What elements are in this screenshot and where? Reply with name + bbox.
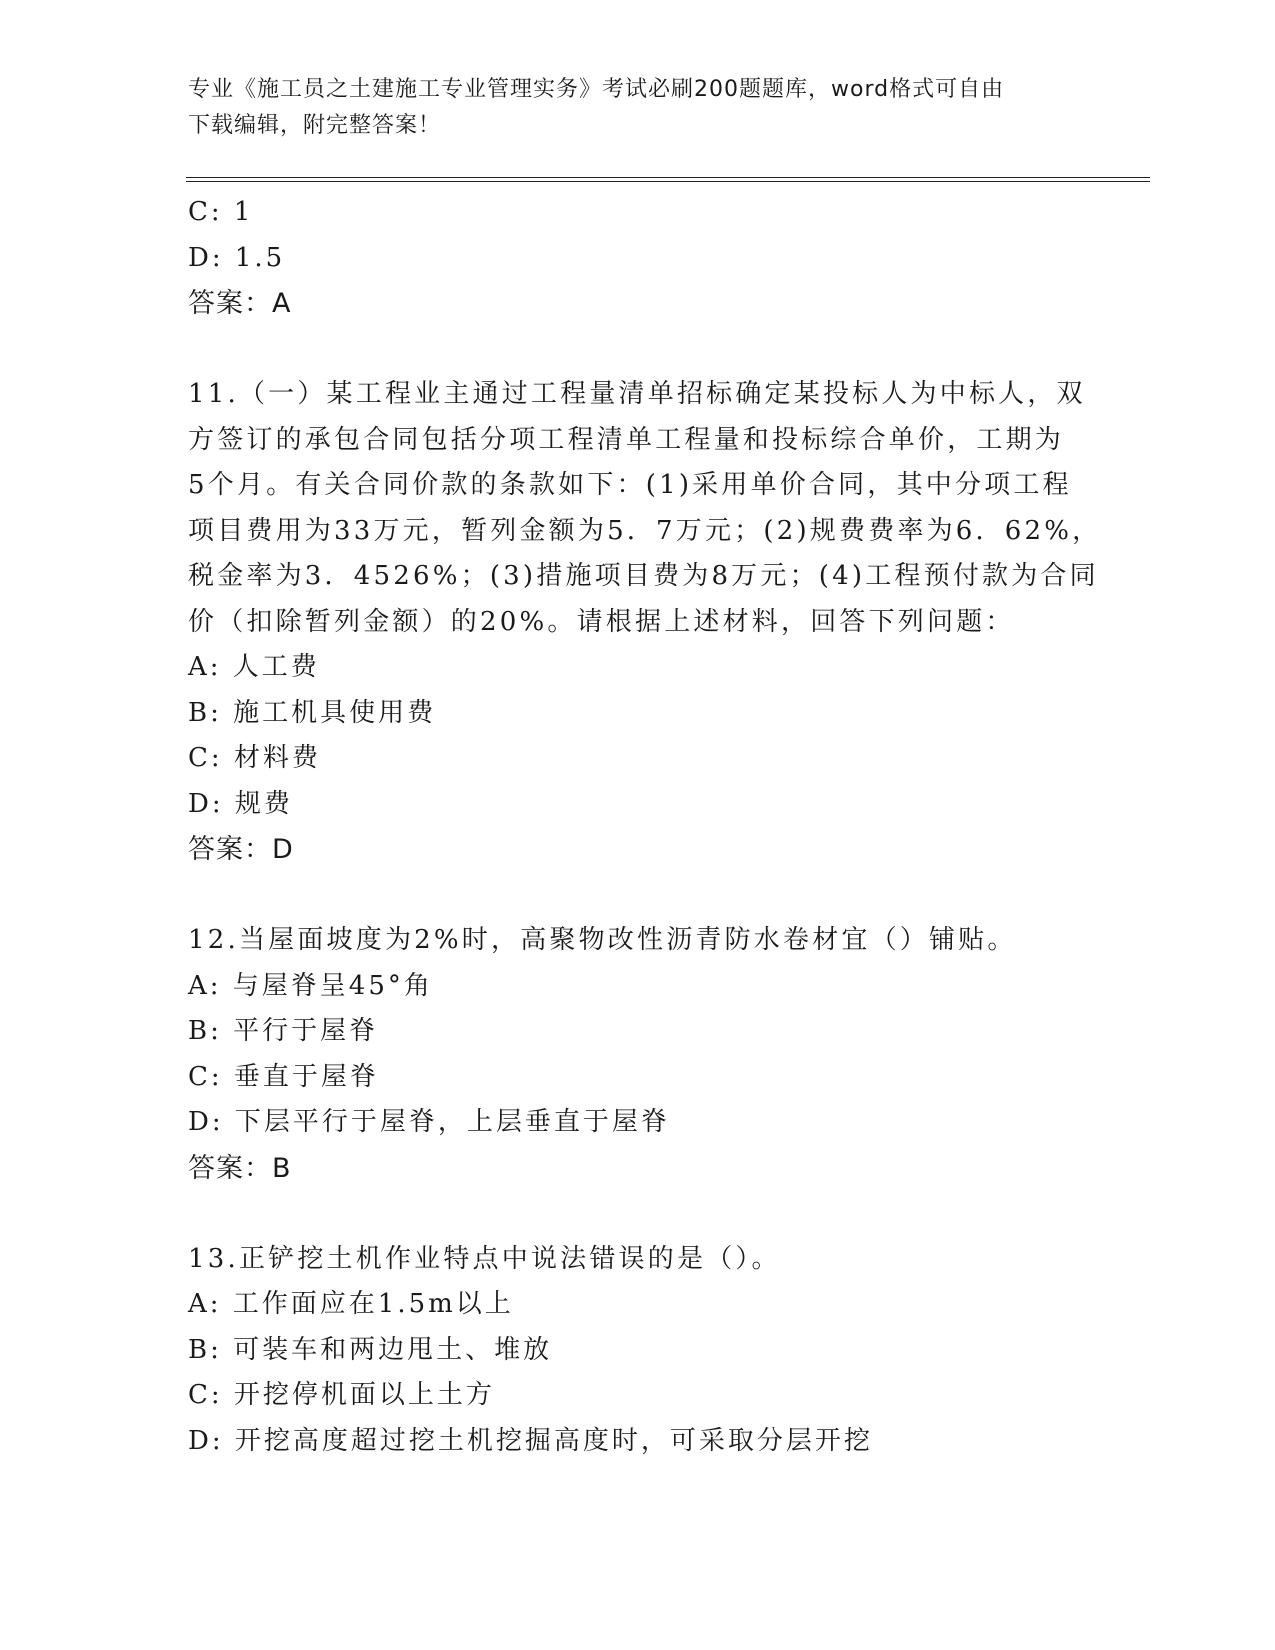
option-a: A: 人工费 — [188, 652, 320, 682]
question-11 — [188, 372, 1102, 873]
option-c: C: 垂直于屋脊 — [188, 1061, 379, 1092]
question-10-tail — [188, 190, 1088, 327]
option-b: B: 可装车和两边甩土、堆放 — [188, 1334, 553, 1365]
option-d: D: 下层平行于屋脊，上层垂直于屋脊 — [188, 1107, 670, 1137]
option-c: C: 材料费 — [188, 743, 321, 773]
question-stem-line: 价（扣除暂列金额）的20%。请根据上述材料，回答下列问题： — [188, 606, 1015, 637]
question-stem-line: 11.（一）某工程业主通过工程量清单招标确定某投标人为中标人，双 — [188, 379, 1086, 409]
option-b: B: 施工机具使用费 — [188, 697, 437, 728]
option-d: D: 1.5 — [188, 242, 286, 273]
question-13 — [188, 1237, 1088, 1465]
option-c: C: 1 — [188, 197, 254, 227]
option-a: A: 工作面应在1.5m以上 — [188, 1289, 514, 1319]
question-stem-line: 项目费用为33万元，暂列金额为5．7万元；(2)规费费率为6．62%， — [188, 515, 1102, 546]
question-stem: 12.当屋面坡度为2%时，高聚物改性沥青防水卷材宜（）铺贴。 — [188, 925, 1017, 955]
answer-label: 答案：A — [188, 288, 292, 319]
question-list — [188, 190, 1102, 1464]
answer-label: 答案：B — [188, 1152, 292, 1184]
option-c: C: 开挖停机面以上土方 — [188, 1380, 495, 1410]
header-line-2: 下载编辑，附完整答案！ — [188, 113, 442, 138]
question-stem-line: 5个月。有关合同价款的条款如下：(1)采用单价合同，其中分项工程 — [188, 470, 1072, 500]
question-stem-line: 税金率为3．4526%；(3)措施项目费为8万元；(4)工程预付款为合同 — [188, 561, 1099, 591]
question-stem: 13.正铲挖土机作业特点中说法错误的是（）。 — [188, 1243, 781, 1274]
answer-label: 答案：D — [188, 834, 294, 865]
option-d: D: 规费 — [188, 788, 293, 819]
spacer — [188, 873, 1088, 919]
header-divider-top — [186, 177, 1150, 178]
spacer — [188, 1191, 1088, 1237]
page-header — [188, 72, 1088, 144]
option-d: D: 开挖高度超过挖土机挖掘高度时，可采取分层开挖 — [188, 1425, 873, 1456]
option-b: B: 平行于屋脊 — [188, 1016, 379, 1046]
spacer — [188, 327, 1088, 373]
option-a: A: 与屋脊呈45°角 — [188, 970, 433, 1001]
question-12 — [188, 918, 1088, 1191]
question-stem-line: 方签订的承包合同包括分项工程清单工程量和投标综合单价，工期为 — [188, 424, 1065, 455]
header-line-1: 专业《施工员之土建施工专业管理实务》考试必刷200题题库，word格式可自由 — [188, 77, 1005, 102]
header-divider-bottom — [186, 181, 1150, 182]
